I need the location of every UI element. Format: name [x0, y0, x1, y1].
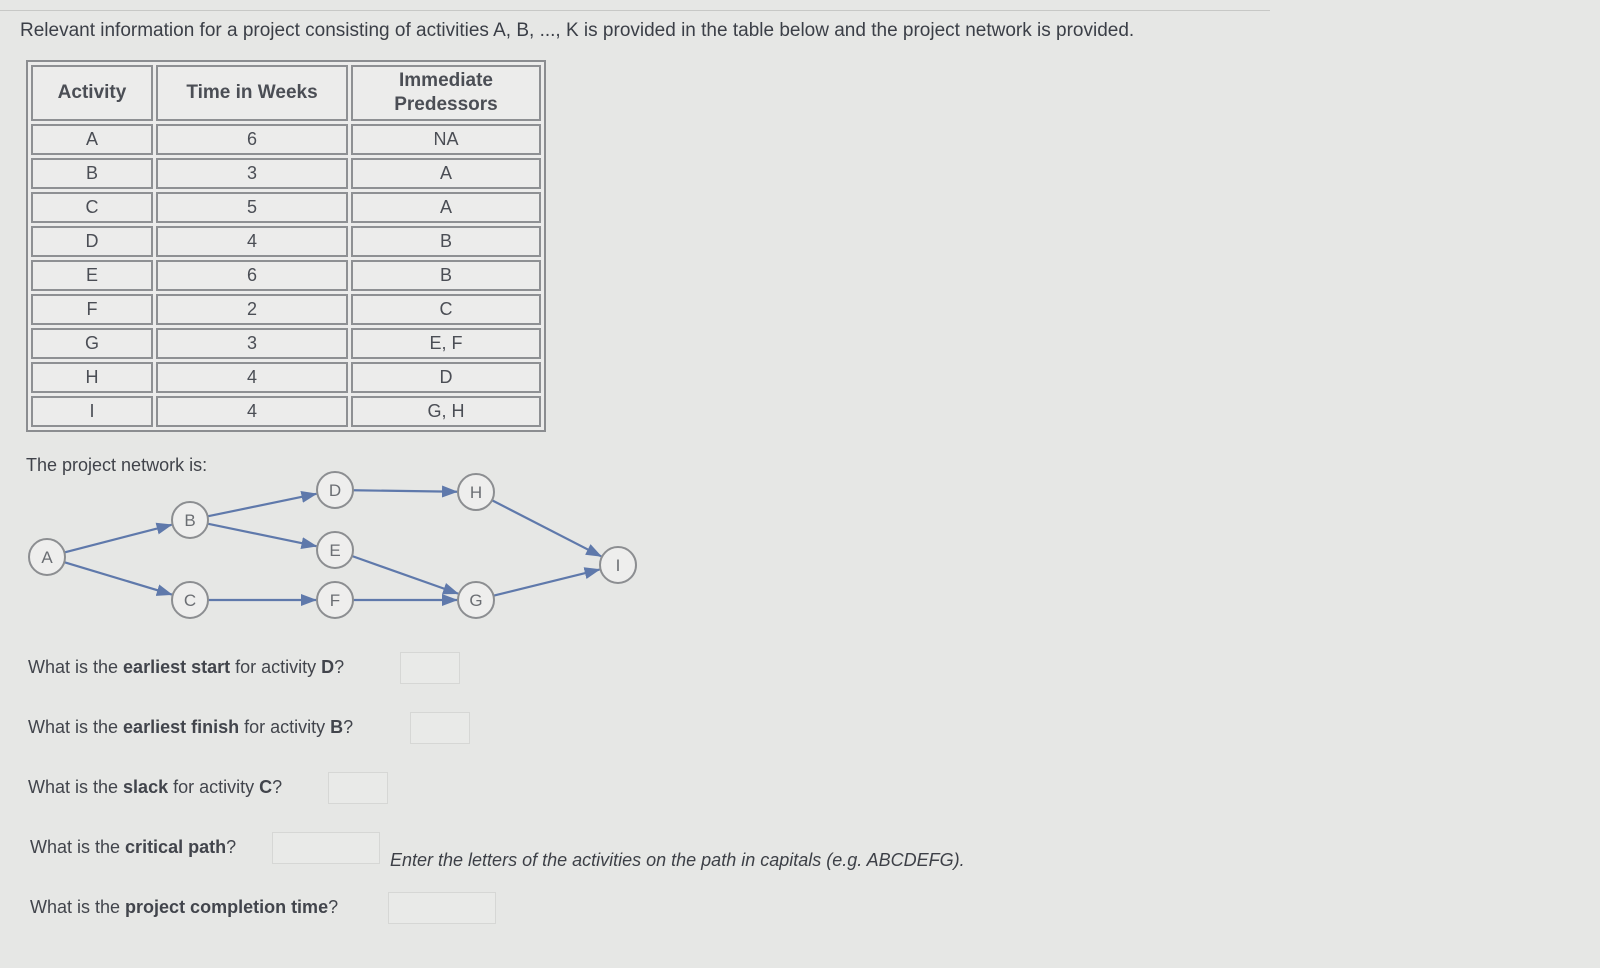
q1-mid: for activity	[230, 657, 322, 677]
table-row	[31, 362, 541, 393]
cell-predecessors: C	[351, 294, 541, 325]
q1-target: D	[321, 657, 335, 677]
question-critical-path	[30, 837, 236, 858]
cell-activity: F	[31, 294, 153, 325]
q2-target: B	[330, 717, 344, 737]
cell-predecessors: A	[351, 192, 541, 223]
edge-e-to-g	[352, 556, 458, 594]
q2-bold: earliest finish	[123, 717, 240, 737]
cell-predecessors: A	[351, 158, 541, 189]
cell-predecessors: E, F	[351, 328, 541, 359]
project-network-diagram	[0, 470, 700, 640]
node-label: E	[329, 541, 341, 560]
q1-post: ?	[334, 657, 345, 677]
answer-completion-time-input[interactable]	[388, 892, 496, 924]
cell-activity: G	[31, 328, 153, 359]
node-g	[458, 582, 494, 618]
cell-activity: H	[31, 362, 153, 393]
answer-earliest-start-d-input[interactable]	[400, 652, 460, 684]
critical-path-hint: Enter the letters of the activities on the path in capitals (e.g. ABCDEFG).	[390, 850, 965, 870]
cell-time: 4	[156, 226, 348, 257]
edge-b-to-d	[208, 494, 317, 517]
question-earliest-finish-b	[28, 717, 353, 738]
cell-time: 3	[156, 158, 348, 189]
network-label: The project network is:	[26, 455, 208, 475]
intro-text: Relevant information for a project consisting of activities A, B, ..., K is provided in the table below and the project network is provided.	[20, 20, 1135, 41]
cell-predecessors: G, H	[351, 396, 541, 427]
table-row	[31, 260, 541, 291]
table-row	[31, 328, 541, 359]
q2-mid: for activity	[239, 717, 331, 737]
node-h	[458, 474, 494, 510]
table-row	[31, 226, 541, 257]
edge-b-to-e	[208, 524, 317, 547]
question-slack-c	[28, 777, 282, 798]
node-label: D	[328, 481, 342, 500]
node-i	[600, 547, 636, 583]
table-row	[31, 396, 541, 427]
header-time: Time in Weeks	[156, 65, 348, 121]
node-label: A	[41, 548, 53, 567]
table-row	[31, 124, 541, 155]
node-label: B	[184, 511, 196, 530]
q3-target: C	[259, 777, 273, 797]
node-e	[317, 532, 353, 568]
table-header-row	[31, 65, 541, 121]
answer-slack-c-input[interactable]	[328, 772, 388, 804]
q5-pre: What is the	[30, 897, 126, 917]
top-divider	[0, 10, 1270, 11]
q3-bold: slack	[123, 777, 169, 797]
table-row	[31, 294, 541, 325]
cell-time: 6	[156, 260, 348, 291]
q3-post: ?	[272, 777, 283, 797]
node-label: G	[469, 591, 483, 610]
question-earliest-start-d	[28, 657, 344, 678]
edge-g-to-i	[493, 570, 599, 596]
cell-activity: D	[31, 226, 153, 257]
q5-post: ?	[328, 897, 339, 917]
q2-post: ?	[343, 717, 354, 737]
q5-bold: project completion time	[125, 897, 329, 917]
header-activity: Activity	[31, 65, 153, 121]
cell-time: 5	[156, 192, 348, 223]
q1-pre: What is the	[28, 657, 124, 677]
q3-pre: What is the	[28, 777, 124, 797]
answer-earliest-finish-b-input[interactable]	[410, 712, 470, 744]
cell-predecessors: B	[351, 260, 541, 291]
edge-d-to-h	[353, 490, 457, 491]
node-d	[317, 472, 353, 508]
cell-activity: I	[31, 396, 153, 427]
cell-predecessors: D	[351, 362, 541, 393]
cell-time: 3	[156, 328, 348, 359]
table-row	[31, 158, 541, 189]
cell-activity: B	[31, 158, 153, 189]
q4-bold: critical path	[125, 837, 227, 857]
edge-a-to-c	[64, 562, 172, 594]
node-c	[172, 582, 208, 618]
table-row	[31, 192, 541, 223]
header-predecessors-text: Immediate Predessors	[394, 70, 498, 115]
cell-activity: E	[31, 260, 153, 291]
cell-time: 6	[156, 124, 348, 155]
node-label: I	[615, 556, 621, 575]
q4-post: ?	[226, 837, 237, 857]
network-nodes	[29, 472, 636, 618]
node-label: F	[329, 591, 341, 610]
edge-h-to-i	[492, 500, 601, 556]
node-a	[29, 539, 65, 575]
node-f	[317, 582, 353, 618]
cell-predecessors: B	[351, 226, 541, 257]
cell-activity: A	[31, 124, 153, 155]
edge-a-to-b	[64, 525, 171, 553]
q4-pre: What is the	[30, 837, 126, 857]
cell-predecessors: NA	[351, 124, 541, 155]
header-predecessors	[351, 65, 541, 121]
q2-pre: What is the	[28, 717, 124, 737]
q1-bold: earliest start	[123, 657, 231, 677]
cell-time: 4	[156, 362, 348, 393]
activity-table	[26, 60, 546, 432]
node-label: H	[469, 483, 483, 502]
node-b	[172, 502, 208, 538]
q3-mid: for activity	[168, 777, 260, 797]
node-label: C	[183, 591, 197, 610]
cell-time: 2	[156, 294, 348, 325]
cell-time: 4	[156, 396, 348, 427]
question-completion-time	[30, 897, 338, 918]
cell-activity: C	[31, 192, 153, 223]
answer-critical-path-input[interactable]	[272, 832, 380, 864]
